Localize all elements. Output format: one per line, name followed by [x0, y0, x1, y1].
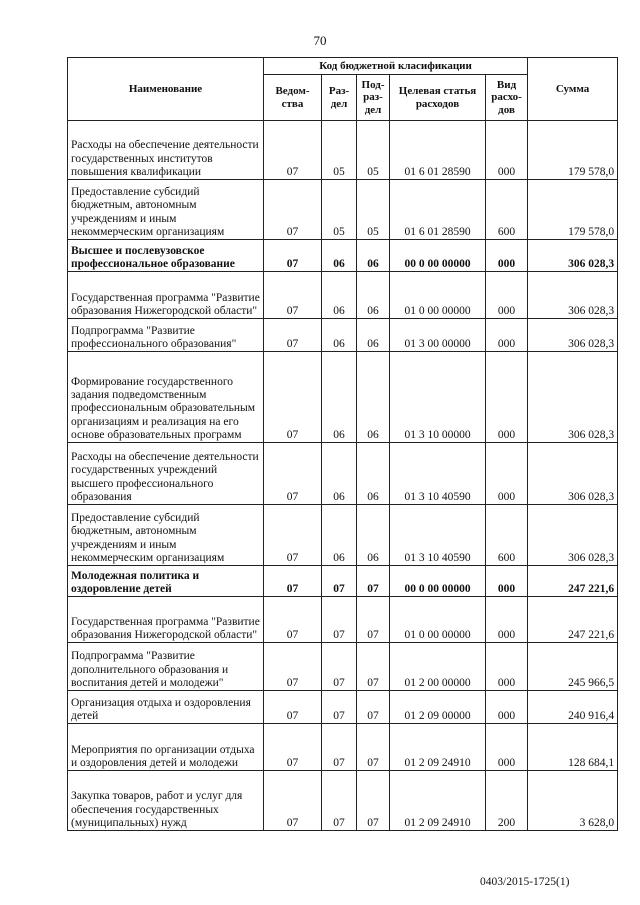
page-number: 70 — [313, 33, 327, 48]
row-vedomstvo: 07 — [264, 505, 322, 566]
row-podrazdel: 06 — [357, 272, 390, 319]
row-podrazdel: 06 — [357, 352, 390, 443]
table-row — [68, 240, 618, 272]
budget-table — [67, 57, 618, 831]
row-tselevaya: 01 3 00 00000 — [390, 319, 486, 352]
row-vid: 000 — [486, 121, 528, 180]
row-summa: 128 684,1 — [528, 724, 618, 771]
row-tselevaya: 01 0 00 00000 — [390, 597, 486, 643]
row-summa: 306 028,3 — [528, 240, 618, 272]
row-razdel: 07 — [322, 724, 357, 771]
row-vedomstvo: 07 — [264, 272, 322, 319]
row-summa: 3 628,0 — [528, 771, 618, 831]
row-podrazdel: 07 — [357, 566, 390, 597]
row-vedomstvo: 07 — [264, 180, 322, 240]
row-name: Предоставление субсидий бюджетным, автономным учреждениям и иным некоммерческим организациям — [68, 505, 264, 566]
row-vedomstvo: 07 — [264, 643, 322, 691]
row-name: Организация отдыха и оздоровления детей — [68, 691, 264, 724]
header-name: Наименование — [68, 58, 264, 121]
row-tselevaya: 00 0 00 00000 — [390, 240, 486, 272]
row-razdel: 06 — [322, 352, 357, 443]
row-name: Государственная программа "Развитие образования Нижегородской области" — [68, 597, 264, 643]
row-name: Высшее и послевузовское профессиональное образование — [68, 240, 264, 272]
table-row — [68, 272, 618, 319]
row-summa: 245 966,5 — [528, 643, 618, 691]
row-vedomstvo: 07 — [264, 771, 322, 831]
row-podrazdel: 07 — [357, 643, 390, 691]
row-vid: 000 — [486, 443, 528, 505]
row-podrazdel: 06 — [357, 505, 390, 566]
row-name: Предоставление субсидий бюджетным, автономным учреждениям и иным некоммерческим организациям — [68, 180, 264, 240]
row-summa: 179 578,0 — [528, 121, 618, 180]
row-vid: 000 — [486, 566, 528, 597]
row-podrazdel: 07 — [357, 691, 390, 724]
row-razdel: 06 — [322, 272, 357, 319]
row-vedomstvo: 07 — [264, 724, 322, 771]
row-name: Расходы на обеспечение деятельности государственных институтов повышения квалификации — [68, 121, 264, 180]
row-razdel: 06 — [322, 240, 357, 272]
row-name: Подпрограмма "Развитие дополнительного образования и воспитания детей и молодежи" — [68, 643, 264, 691]
row-tselevaya: 01 2 09 00000 — [390, 691, 486, 724]
row-tselevaya: 00 0 00 00000 — [390, 566, 486, 597]
table-row — [68, 121, 618, 180]
row-razdel: 07 — [322, 566, 357, 597]
table-row — [68, 505, 618, 566]
row-name: Подпрограмма "Развитие профессионального образования" — [68, 319, 264, 352]
row-name: Расходы на обеспечение деятельности государственных учреждений высшего профессионального образования — [68, 443, 264, 505]
table-row — [68, 691, 618, 724]
row-vid: 000 — [486, 691, 528, 724]
row-tselevaya: 01 2 00 00000 — [390, 643, 486, 691]
row-name: Мероприятия по организации отдыха и оздоровления детей и молодежи — [68, 724, 264, 771]
row-podrazdel: 06 — [357, 443, 390, 505]
table-row — [68, 443, 618, 505]
row-vid: 000 — [486, 643, 528, 691]
row-vedomstvo: 07 — [264, 443, 322, 505]
row-summa: 306 028,3 — [528, 319, 618, 352]
row-razdel: 07 — [322, 771, 357, 831]
row-vedomstvo: 07 — [264, 566, 322, 597]
header-tselevaya: Целевая статья расходов — [390, 75, 486, 121]
row-tselevaya: 01 3 10 40590 — [390, 505, 486, 566]
row-vid: 000 — [486, 724, 528, 771]
row-summa: 240 916,4 — [528, 691, 618, 724]
row-vid: 000 — [486, 352, 528, 443]
row-vedomstvo: 07 — [264, 319, 322, 352]
row-summa: 247 221,6 — [528, 566, 618, 597]
row-summa: 306 028,3 — [528, 352, 618, 443]
row-podrazdel: 07 — [357, 771, 390, 831]
table-row — [68, 643, 618, 691]
row-podrazdel: 05 — [357, 180, 390, 240]
table-row — [68, 319, 618, 352]
row-razdel: 07 — [322, 643, 357, 691]
row-razdel: 06 — [322, 505, 357, 566]
table-row — [68, 566, 618, 597]
row-razdel: 05 — [322, 121, 357, 180]
row-summa: 247 221,6 — [528, 597, 618, 643]
row-vedomstvo: 07 — [264, 240, 322, 272]
row-podrazdel: 05 — [357, 121, 390, 180]
row-razdel: 07 — [322, 597, 357, 643]
table-body — [68, 121, 618, 831]
row-tselevaya: 01 3 10 00000 — [390, 352, 486, 443]
table-row — [68, 352, 618, 443]
table-row — [68, 180, 618, 240]
row-vedomstvo: 07 — [264, 597, 322, 643]
row-tselevaya: 01 2 09 24910 — [390, 771, 486, 831]
row-razdel: 06 — [322, 319, 357, 352]
row-vedomstvo: 07 — [264, 691, 322, 724]
row-name: Закупка товаров, работ и услуг для обеспечения государственных (муниципальных) нужд — [68, 771, 264, 831]
row-summa: 306 028,3 — [528, 272, 618, 319]
row-summa: 306 028,3 — [528, 505, 618, 566]
row-vedomstvo: 07 — [264, 352, 322, 443]
row-vid: 600 — [486, 505, 528, 566]
row-razdel: 07 — [322, 691, 357, 724]
header-podrazdel: Под-раз-дел — [357, 75, 390, 121]
row-vid: 000 — [486, 240, 528, 272]
row-name: Формирование государственного задания подведомственным профессиональным образовательным организациям и реализация на его основе образовательных программ — [68, 352, 264, 443]
row-tselevaya: 01 6 01 28590 — [390, 121, 486, 180]
row-podrazdel: 07 — [357, 597, 390, 643]
row-podrazdel: 07 — [357, 724, 390, 771]
row-vid: 600 — [486, 180, 528, 240]
row-summa: 306 028,3 — [528, 443, 618, 505]
row-vid: 000 — [486, 597, 528, 643]
row-razdel: 06 — [322, 443, 357, 505]
table-row — [68, 597, 618, 643]
row-tselevaya: 01 6 01 28590 — [390, 180, 486, 240]
row-razdel: 05 — [322, 180, 357, 240]
row-podrazdel: 06 — [357, 319, 390, 352]
header-vid: Вид расхо-дов — [486, 75, 528, 121]
row-name: Государственная программа "Развитие образования Нижегородской области" — [68, 272, 264, 319]
row-name: Молодежная политика и оздоровление детей — [68, 566, 264, 597]
row-tselevaya: 01 0 00 00000 — [390, 272, 486, 319]
table-row — [68, 724, 618, 771]
row-tselevaya: 01 3 10 40590 — [390, 443, 486, 505]
row-summa: 179 578,0 — [528, 180, 618, 240]
row-vid: 000 — [486, 272, 528, 319]
row-vedomstvo: 07 — [264, 121, 322, 180]
header-kbk: Код бюджетной класификации — [264, 58, 528, 75]
document-code: 0403/2015-1725(1) — [480, 876, 570, 888]
row-vid: 000 — [486, 319, 528, 352]
header-razdel: Раз-дел — [322, 75, 357, 121]
row-vid: 200 — [486, 771, 528, 831]
header-vedomstvo: Ведом-ства — [264, 75, 322, 121]
row-tselevaya: 01 2 09 24910 — [390, 724, 486, 771]
row-podrazdel: 06 — [357, 240, 390, 272]
table-row — [68, 771, 618, 831]
header-summa: Сумма — [528, 58, 618, 121]
